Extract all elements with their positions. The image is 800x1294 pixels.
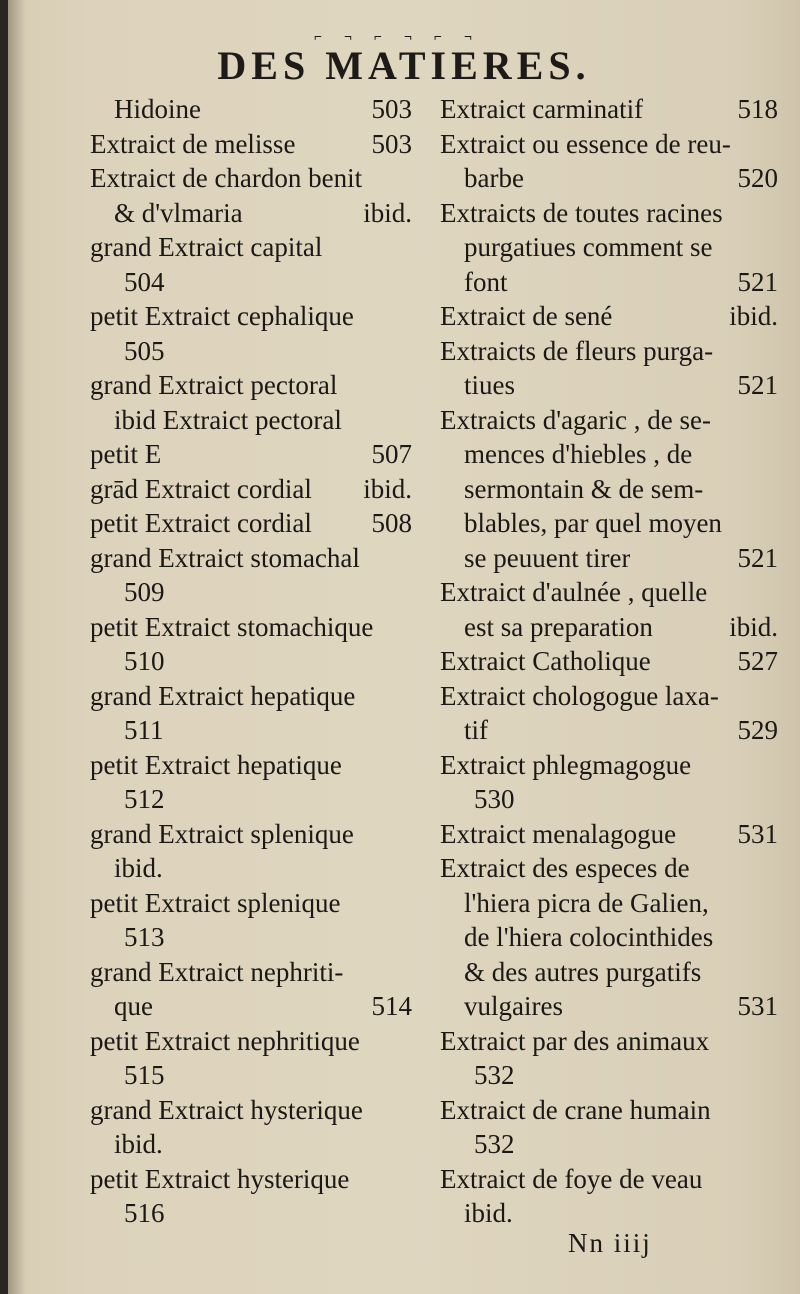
entry-page-ref: 511 [124,715,164,745]
entry-page-ref: 512 [124,784,165,814]
entry-text: Extraict de sené [440,301,613,331]
index-column-left [90,92,412,1231]
index-entry [440,472,778,507]
entry-text: grand Extraict splenique [90,818,354,849]
entry-page-ref: 520 [737,163,778,193]
entry-page-ref: 504 [124,266,165,297]
index-entry [440,1162,778,1197]
index-entry [90,403,412,438]
index-entry [90,644,412,679]
entry-page-ref: 509 [124,577,165,607]
entry-page-ref: 530 [474,784,515,814]
index-entry [440,230,778,265]
index-entry [440,161,778,196]
entry-text: petit Extraict cordial [90,508,312,538]
entry-page-ref: ibid. [729,301,778,331]
entry-text: grand Extraict hysterique [90,1094,363,1125]
index-entry [90,955,412,990]
index-entry [90,368,412,403]
entry-page-ref: 513 [124,922,165,952]
entry-text: barbe [464,163,524,193]
page-header-title: DES MATIERES. [217,43,591,88]
entry-text: purgatiues comment se [464,232,713,262]
index-entry [90,196,412,231]
entry-page-ref: 503 [371,94,412,124]
entry-text: Extraict chologogue laxa- [440,680,719,711]
entry-page-ref: 503 [371,128,412,159]
index-entry [90,989,412,1024]
index-entry [90,437,412,472]
index-entry [440,817,778,852]
index-entry [90,817,412,852]
index-entry [440,679,778,714]
entry-text: Extraict par des animaux [440,1025,710,1056]
entry-page-ref: 508 [371,508,412,538]
entry-page-ref: 510 [124,646,165,676]
entry-text: Extraict de melisse [90,128,296,159]
entry-text: Extraict carminatif [440,94,644,124]
entry-page-ref: 507 [371,439,412,469]
index-column-right [440,92,778,1231]
entry-page-ref: 521 [737,266,778,297]
entry-page-ref: 518 [737,94,778,124]
entry-page-ref: 521 [737,542,778,573]
entry-text: l'hiera picra de Galien, [464,887,709,918]
entry-text: Extraict Catholique [440,646,651,676]
entry-page-ref: ibid. [363,197,412,228]
index-entry [90,334,412,369]
entry-text: & d'vlmaria [114,197,243,228]
index-entry [440,748,778,783]
book-page [8,0,800,1294]
entry-text: Extraicts d'agaric , de se- [440,404,711,435]
index-entry [90,230,412,265]
entry-text: tif [464,715,488,745]
entry-text: Extraict des especes de [440,853,690,883]
index-entry [90,541,412,576]
index-entry [440,437,778,472]
entry-text: Extraict menalagogue [440,818,677,849]
entry-page-ref: 531 [737,818,778,849]
index-entry [440,92,778,127]
entry-text: ibid. [114,1129,163,1159]
index-entry [90,1093,412,1128]
index-entry [440,886,778,921]
entry-page-ref: 531 [737,991,778,1021]
index-entry [440,989,778,1024]
entry-page-ref: 514 [371,991,412,1021]
index-entry [440,713,778,748]
entry-text: petit Extraict hysterique [90,1163,350,1194]
entry-text: grand Extraict capital [90,232,323,262]
entry-page-ref: 532 [474,1129,515,1159]
entry-text: petit Extraict stomachique [90,611,374,642]
entry-text: Extraict ou essence de reu- [440,128,731,159]
index-entry [440,368,778,403]
entry-text: grand Extraict stomachal [90,542,360,573]
index-entry [440,610,778,645]
index-entry [90,851,412,886]
index-entry [440,1127,778,1162]
index-entry [440,782,778,817]
entry-text: petit E [90,439,162,469]
entry-text: tiues [464,370,515,400]
index-entry [440,299,778,334]
entry-page-ref: 529 [737,715,778,745]
entry-page-ref: 515 [124,1060,165,1090]
header-ornament: ⌐¬⌐¬⌐¬ [314,30,494,45]
entry-text: que [114,991,153,1021]
entry-text: grand Extraict hepatique [90,680,356,711]
entry-text: grand Extraict nephriti- [90,956,344,987]
entry-text: petit Extraict cephalique [90,301,354,331]
entry-text: ibid Extraict pectoral [114,404,342,435]
index-entry [440,127,778,162]
index-entry [90,782,412,817]
index-entry [90,748,412,783]
index-entry [440,541,778,576]
entry-text: Hidoine [114,94,201,124]
entry-text: grand Extraict pectoral [90,370,338,400]
entry-text: Extraict de chardon benit [90,163,363,193]
entry-page-ref: 521 [737,370,778,400]
signature-mark: Nn iiij [568,1228,652,1258]
index-entry [90,472,412,507]
entry-text: se peuuent tirer [464,542,631,573]
entry-text: blables, par quel moyen [464,508,722,538]
index-entry [440,644,778,679]
entry-text: Extraict d'aulnée , quelle [440,577,708,607]
index-entry [440,403,778,438]
entry-text: Extraicts de toutes racines [440,197,723,228]
index-entry [90,127,412,162]
entry-text: vulgaires [464,991,563,1021]
entry-text: sermontain & de sem- [464,473,704,504]
index-entry [90,506,412,541]
index-entry [440,575,778,610]
entry-text: & des autres purgatifs [464,956,702,987]
index-entry [440,506,778,541]
entry-page-ref: ibid. [729,611,778,642]
entry-text: petit Extraict hepatique [90,749,342,780]
index-entry [90,161,412,196]
index-entry [440,1093,778,1128]
entry-text: Extraict phlegmagogue [440,749,692,780]
index-entry [90,920,412,955]
entry-text: petit Extraict nephritique [90,1025,360,1056]
index-entry [90,886,412,921]
entry-text: est sa preparation [464,611,653,642]
entry-text: Extraict de foye de veau [440,1163,703,1194]
index-entry [440,1024,778,1059]
index-entry [90,679,412,714]
index-entry [90,1162,412,1197]
index-entry [440,334,778,369]
index-entry [440,851,778,886]
index-entry [90,575,412,610]
index-entry [440,265,778,300]
entry-text: font [464,266,508,297]
entry-text: grād Extraict cordial [90,473,312,504]
entry-page-ref: 505 [124,335,165,366]
entry-text: ibid. [114,853,163,883]
entry-text: Extraict de crane humain [440,1094,711,1125]
index-entry [90,299,412,334]
index-entry [440,196,778,231]
index-entry [440,920,778,955]
index-entry [90,610,412,645]
entry-text: de l'hiera colocinthides [464,922,714,952]
index-entry [90,1127,412,1162]
entry-page-ref: ibid. [363,473,412,504]
index-entry [90,1024,412,1059]
entry-page-ref: 527 [737,646,778,676]
index-entry [90,92,412,127]
running-head [8,30,800,89]
index-entry [90,713,412,748]
entry-page-ref: 516 [124,1198,165,1228]
index-entry [440,1058,778,1093]
index-entry [90,265,412,300]
entry-text: ibid. [464,1198,513,1228]
index-entry [90,1196,412,1231]
index-entry [90,1058,412,1093]
index-entry [440,955,778,990]
entry-text: mences d'hiebles , de [464,439,693,469]
index-entry [440,1196,778,1231]
entry-text: Extraicts de fleurs purga- [440,335,714,366]
entry-text: petit Extraict splenique [90,887,341,918]
entry-page-ref: 532 [474,1060,515,1090]
